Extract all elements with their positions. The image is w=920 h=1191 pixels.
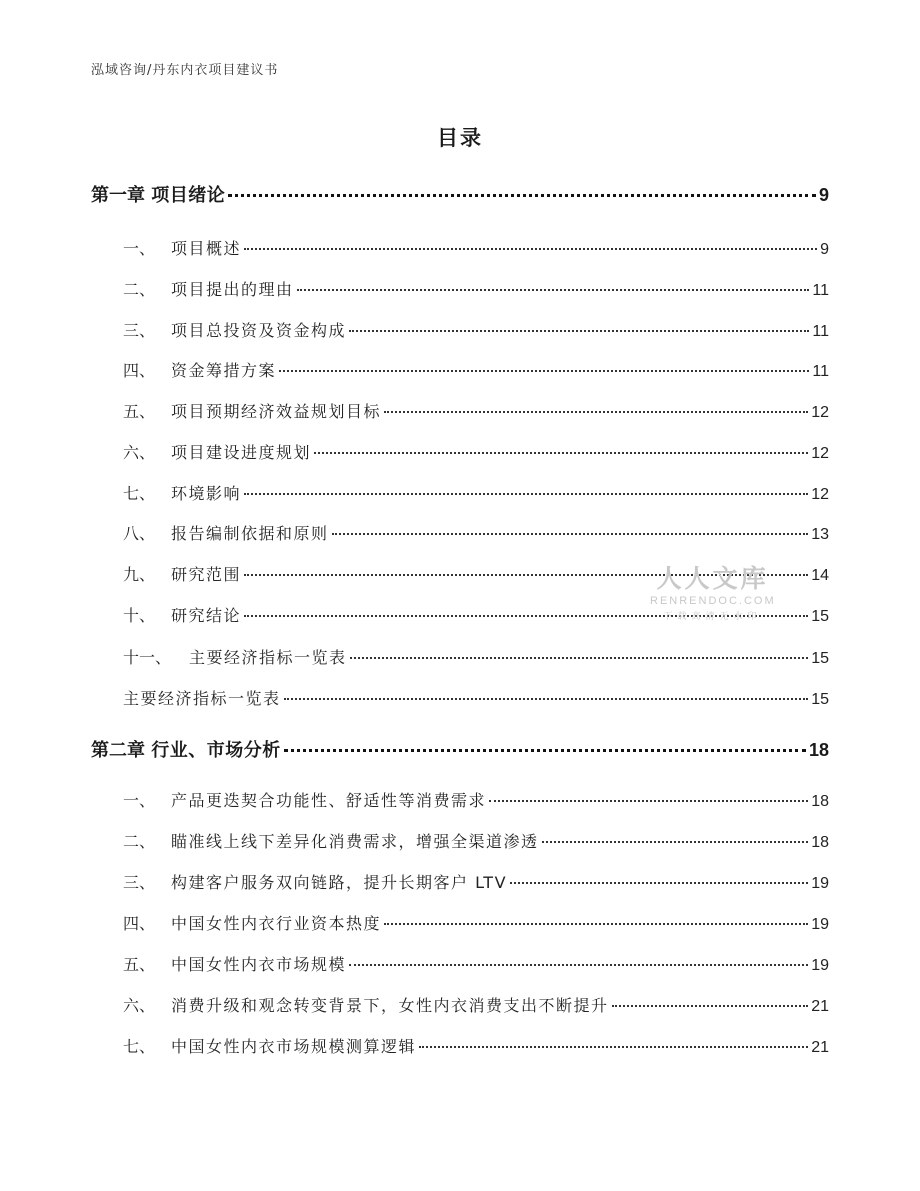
toc-entry[interactable]: [123, 952, 829, 975]
toc-page: 11: [812, 323, 829, 340]
dot-leader: [419, 1046, 808, 1048]
dot-leader: [244, 248, 817, 250]
toc-text: 中国女性内衣行业资本热度: [171, 914, 382, 933]
watermark-url: RENRENDOC.COM: [650, 595, 776, 607]
toc-text: 研究范围: [171, 565, 242, 584]
dot-leader: [279, 370, 809, 372]
dot-leader: [284, 698, 809, 700]
toc-text: 项目建设进度规划: [171, 443, 312, 462]
dot-leader: [612, 1005, 809, 1007]
toc-number: 三、: [123, 321, 156, 340]
toc-number: 八、: [123, 524, 156, 543]
toc-text: 环境影响: [171, 484, 242, 503]
toc-entry[interactable]: [123, 318, 829, 341]
toc-entry[interactable]: [123, 870, 829, 893]
toc-entry[interactable]: [123, 481, 829, 504]
toc-number: 七、: [123, 484, 156, 503]
toc-page: 13: [811, 526, 829, 543]
toc-number: 二、: [123, 280, 156, 299]
toc-page: 19: [811, 957, 829, 974]
toc-text: 项目预期经济效益规划目标: [171, 402, 382, 421]
toc-text: 研究结论: [171, 606, 242, 625]
watermark: [650, 565, 775, 622]
toc-entry[interactable]: [123, 911, 829, 934]
toc-entry[interactable]: [123, 358, 829, 381]
toc-number: 六、: [123, 996, 156, 1015]
toc-number: 十一、: [123, 648, 172, 667]
toc-number: 一、: [123, 791, 156, 810]
toc-entry[interactable]: [123, 236, 829, 259]
toc-page: 21: [811, 1039, 829, 1056]
toc-entry[interactable]: [123, 1034, 829, 1057]
dot-leader: [384, 411, 808, 413]
toc-text: 项目绪论: [151, 185, 226, 206]
toc-page: 18: [808, 740, 829, 760]
dot-leader: [332, 533, 809, 535]
dot-leader: [542, 841, 809, 843]
dot-leader: [297, 289, 810, 291]
dot-leader: [228, 194, 816, 197]
toc-text: 产品更迭契合功能性、舒适性等消费需求: [171, 791, 487, 810]
toc-page: 18: [811, 834, 829, 851]
dot-leader: [384, 923, 808, 925]
toc-chapter-1[interactable]: [91, 181, 829, 207]
toc-page: 11: [812, 282, 829, 299]
toc-page: 12: [811, 404, 829, 421]
dot-leader: [284, 749, 806, 752]
toc-entry[interactable]: [123, 440, 829, 463]
toc-number: 四、: [123, 361, 156, 380]
toc-text: 行业、市场分析: [151, 740, 281, 761]
toc-text: 项目概述: [171, 239, 242, 258]
page-title: 目录: [437, 126, 483, 150]
toc-number: 第二章: [91, 740, 145, 761]
toc-page: 9: [818, 185, 829, 205]
toc-page: 21: [811, 998, 829, 1015]
toc-page: 15: [811, 608, 829, 625]
toc-page: 14: [811, 567, 829, 584]
toc-page: 19: [811, 916, 829, 933]
toc-page: 11: [812, 363, 829, 380]
dot-leader: [489, 800, 808, 802]
toc-text: 中国女性内衣市场规模测算逻辑: [171, 1037, 417, 1056]
watermark-logo-text: 人人文库: [656, 564, 769, 593]
toc-text: 主要经济指标一览表: [123, 689, 281, 708]
toc-number: 四、: [123, 914, 156, 933]
toc-chapter-2[interactable]: [91, 736, 829, 762]
toc-entry[interactable]: [123, 686, 829, 709]
toc-number: 一、: [123, 239, 156, 258]
toc-page: 12: [811, 445, 829, 462]
toc-text: 中国女性内衣市场规模: [171, 955, 347, 974]
toc-page: 15: [811, 650, 829, 667]
running-header: 泓域咨询/丹东内衣项目建议书: [91, 63, 279, 78]
toc-number: 七、: [123, 1037, 156, 1056]
toc-text: 瞄准线上线下差异化消费需求，增强全渠道渗透: [171, 832, 539, 851]
toc-number: 二、: [123, 832, 156, 851]
toc-text: 报告编制依据和原则: [171, 524, 329, 543]
toc-number: 六、: [123, 443, 156, 462]
toc-number: 九、: [123, 565, 156, 584]
toc-text: 主要经济指标一览表: [189, 648, 347, 667]
dot-leader: [510, 882, 808, 884]
toc-text: 资金筹措方案: [171, 361, 277, 380]
toc-entry[interactable]: [123, 521, 829, 544]
toc-number: 十、: [123, 606, 156, 625]
toc-text: 构建客户服务双向链路，提升长期客户 LTV: [171, 873, 508, 892]
dot-leader: [314, 452, 808, 454]
dot-leader: [350, 657, 809, 659]
toc-text: 项目提出的理由: [171, 280, 294, 299]
toc-number: 五、: [123, 955, 156, 974]
toc-page: 12: [811, 486, 829, 503]
dot-leader: [244, 493, 808, 495]
toc-entry[interactable]: [123, 788, 829, 811]
toc-entry[interactable]: [123, 993, 829, 1016]
toc-page: 19: [811, 875, 829, 892]
toc-page: 15: [811, 691, 829, 708]
toc-entry[interactable]: [123, 645, 829, 668]
dot-leader: [349, 964, 808, 966]
toc-page: 9: [820, 241, 829, 258]
toc-text: 消费升级和观念转变背景下，女性内衣消费支出不断提升: [171, 996, 609, 1015]
toc-page: 18: [811, 793, 829, 810]
toc-text: 项目总投资及资金构成: [171, 321, 347, 340]
dot-leader: [349, 330, 809, 332]
watermark-tagline: 下载高清无水印: [663, 612, 762, 622]
toc-entry[interactable]: [123, 399, 829, 422]
toc-number: 五、: [123, 402, 156, 421]
toc-number: 第一章: [91, 185, 145, 206]
toc-number: 三、: [123, 873, 156, 892]
toc-entry[interactable]: [123, 277, 829, 300]
toc-entry[interactable]: [123, 829, 829, 852]
